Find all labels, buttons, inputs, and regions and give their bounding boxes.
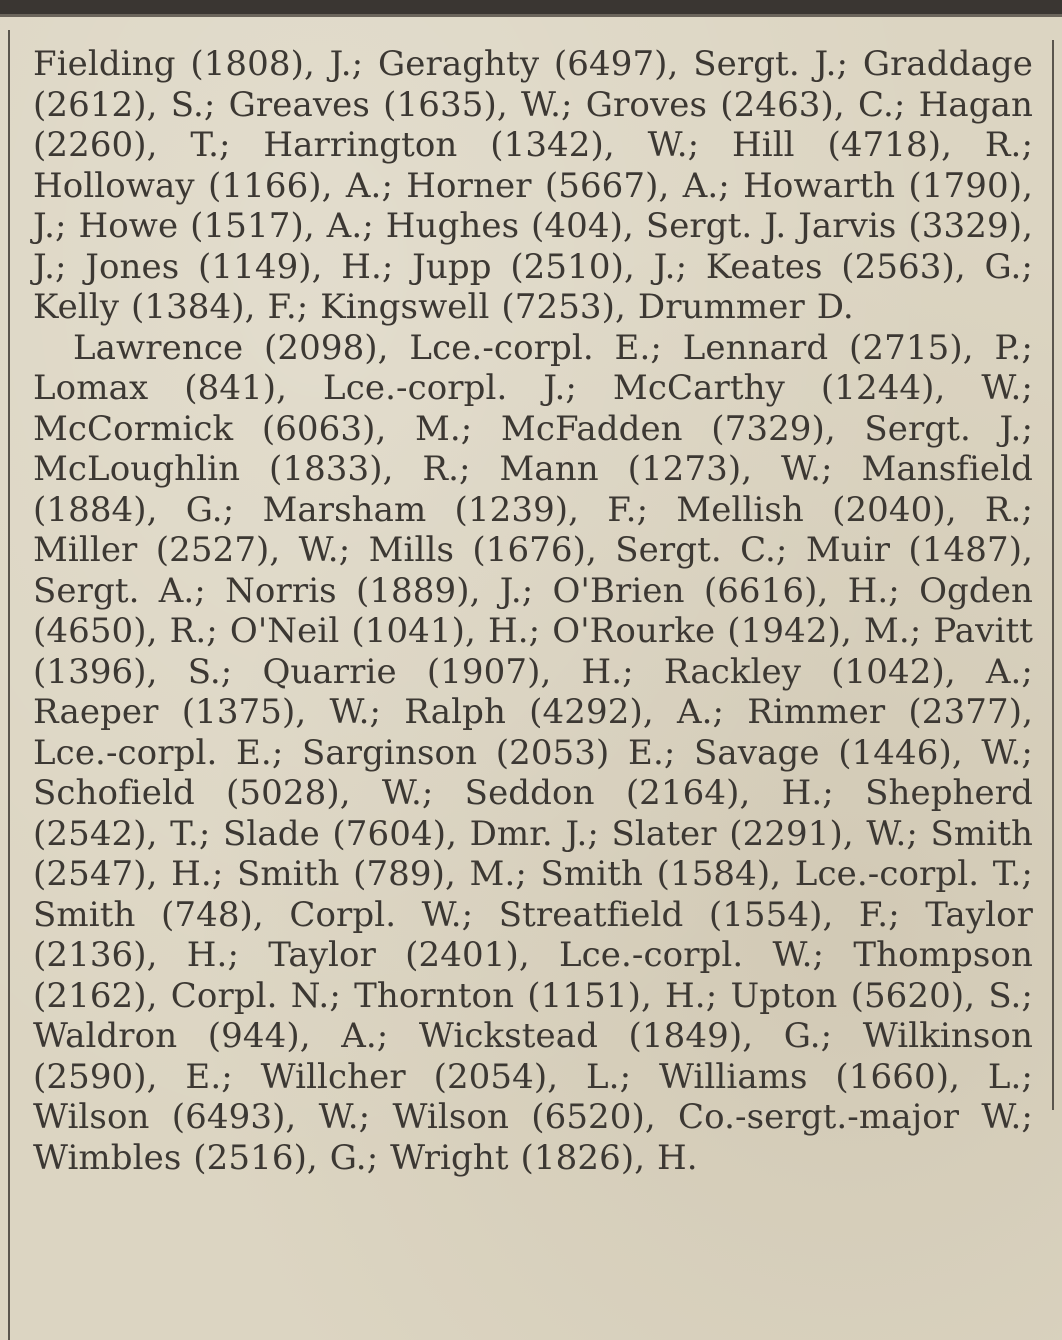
casualty-list-paragraph-2: Lawrence (2098), Lce.-corpl. E.; Lennard (2715), P.; Lomax (841), Lce.-corpl. J.; McCarthy (1244), W.; McCormick (6063), M.; McFadden (7329), Sergt. J.; McLoughlin (1833), R.; Mann (1273), W.; Mansfield (1884), G.; Marsham (1239), F.; Mellish (2040), R.; Miller (2527), W.; Mills (1676), Sergt. C.; Muir (1487), Sergt. A.; Norris (1889), J.; O'Brien (6616), H.; Ogden (4650), R.; O'Neil (1041), H.; O'Rourke (1942), M.; Pavitt (1396), S.; Quarrie (1907), H.; Rackley (1042), A.; Raeper (1375), W.; Ralph (4292), A.; Rimmer (2377), Lce.-corpl. E.; Sarginson (2053) E.; Savage (1446), W.; Schofield (5028), W.; Seddon (2164), H.; Shepherd (2542), T.; Slade (7604), Dmr. J.; Slater (2291), W.; Smith (2547), H.; Smith (789), M.; Smith (1584), Lce.-corpl. T.; Smith (748), Corpl. W.; Streatfield (1554), F.; Taylor (2136), H.; Taylor (2401), Lce.-corpl. W.; Thompson (2162), Corpl. N.; Thornton (1151), H.; Upton (5620), S.; Waldron (944), A.; Wickstead (1849), G.; Wilkinson (2590), E.; Willcher (2054), L.; Williams (1660), L.; Wilson (6493), W.; Wilson (6520), Co.-sergt.-major W.; Wimbles (2516), G.; Wright (1826), H. [33, 327, 1033, 1178]
left-column-rule [8, 30, 10, 1340]
right-column-rule [1052, 40, 1054, 1110]
article-column [33, 44, 1033, 1178]
casualty-list-paragraph-1: Fielding (1808), J.; Geraghty (6497), Sergt. J.; Graddage (2612), S.; Greaves (1635), W.; Groves (2463), C.; Hagan (2260), T.; Harrington (1342), W.; Hill (4718), R.; Holloway (1166), A.; Horner (5667), A.; Howarth (1790), J.; Howe (1517), A.; Hughes (404), Sergt. J. Jarvis (3329), J.; Jones (1149), H.; Jupp (2510), J.; Keates (2563), G.; Kelly (1384), F.; Kingswell (7253), Drummer D. [33, 44, 1033, 327]
top-column-rule [0, 0, 1062, 17]
